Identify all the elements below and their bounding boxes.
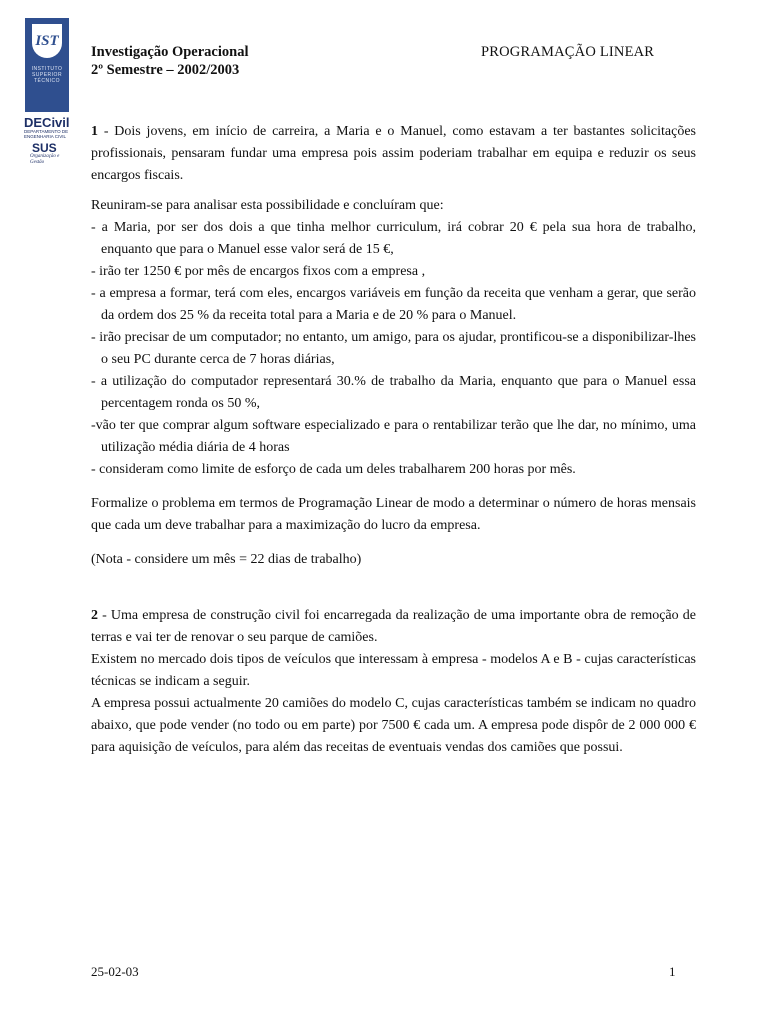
topic-title: PROGRAMAÇÃO LINEAR bbox=[481, 44, 655, 60]
department-subtitle: DEPARTAMENTO DE ENGENHARIA CIVIL bbox=[24, 129, 69, 139]
problem-number: 1 bbox=[91, 124, 98, 139]
problem-1-lead: Reuniram-se para analisar esta possibilidade e concluíram que: bbox=[91, 198, 444, 213]
document-header bbox=[91, 43, 248, 79]
ist-shield-logo bbox=[25, 18, 69, 112]
list-item: - irão precisar de um computador; no entanto, um amigo, para os ajudar, prontificou-se a disponibilizar-lhes o seu PC durante cerca de 7 horas diárias, bbox=[91, 330, 696, 367]
course-title: Investigação Operacional bbox=[91, 44, 249, 60]
list-item: - a utilização do computador representará 30.% de trabalho da Maria, enquanto que para o Manuel essa percentagem ronda os 50 %, bbox=[91, 374, 696, 411]
page-number: 1 bbox=[669, 964, 676, 979]
problem-1-note: (Nota - considere um mês = 22 dias de trabalho) bbox=[91, 552, 362, 567]
problem-number: 2 bbox=[91, 608, 98, 623]
ist-crest-icon: IST bbox=[32, 24, 62, 58]
list-item: -vão ter que comprar algum software especializado e para o rentabilizar terão que lhe dar, no mínimo, uma utilização média diária de 4 horas bbox=[91, 418, 696, 455]
problem-1-task: Formalize o problema em termos de Programação Linear de modo a determinar o número de horas mensais que cada um deve trabalhar para a maximização do lucro da empresa. bbox=[91, 496, 696, 533]
list-item: - a empresa a formar, terá com eles, encargos variáveis em função da receita que venham a gerar, que serão da ordem dos 25 % da receita total para a Maria e de 20 % para o Manuel. bbox=[91, 286, 696, 323]
section-subtitle: Organização e Gestão bbox=[30, 154, 60, 165]
problem-1-intro: 1 - Dois jovens, em início de carreira, a Maria e o Manuel, como estavam a ter bastantes solicitações profissionais, pensaram fundar uma empresa pois assim poderiam trabalhar em equipa e reduzir os seus encargos fiscais. bbox=[91, 124, 696, 183]
list-item: - irão ter 1250 € por mês de encargos fixos com a empresa , bbox=[91, 264, 426, 279]
department-logo: DECivil bbox=[24, 115, 70, 130]
section-logo: SUS bbox=[32, 141, 57, 155]
problem-2-intro: 2 - Uma empresa de construção civil foi encarregada da realização de uma importante obra de remoção de terras e vai ter de renovar o seu parque de camiões. bbox=[91, 608, 696, 645]
list-item: - a Maria, por ser dos dois a que tinha melhor curriculum, irá cobrar 20 € pela sua hora de trabalho, enquanto que para o Manuel esse valor será de 15 €, bbox=[91, 220, 696, 257]
problem-2-paragraph: A empresa possui actualmente 20 camiões do modelo C, cujas características também se indicam no quadro abaixo, que pode vender (no todo ou em parte) por 7500 € cada um. A empresa pode dispôr de 2 000 000 € para aquisição de veículos, para além das receitas de eventuais vendas dos camiões que possui. bbox=[91, 696, 696, 755]
institution-logo bbox=[24, 18, 74, 166]
problem-2-paragraph: Existem no mercado dois tipos de veículos que interessam à empresa - modelos A e B - cujas características técnicas se indicam a seguir. bbox=[91, 652, 696, 689]
semester-label: 2º Semestre – 2002/2003 bbox=[91, 62, 240, 78]
list-item: - consideram como limite de esforço de cada um deles trabalharem 200 horas por mês. bbox=[91, 462, 576, 477]
institute-name: INSTITUTO SUPERIOR TÉCNICO bbox=[31, 66, 63, 84]
footer-date: 25-02-03 bbox=[91, 964, 139, 979]
document-body bbox=[91, 121, 696, 759]
problem-1-conditions bbox=[91, 217, 696, 481]
